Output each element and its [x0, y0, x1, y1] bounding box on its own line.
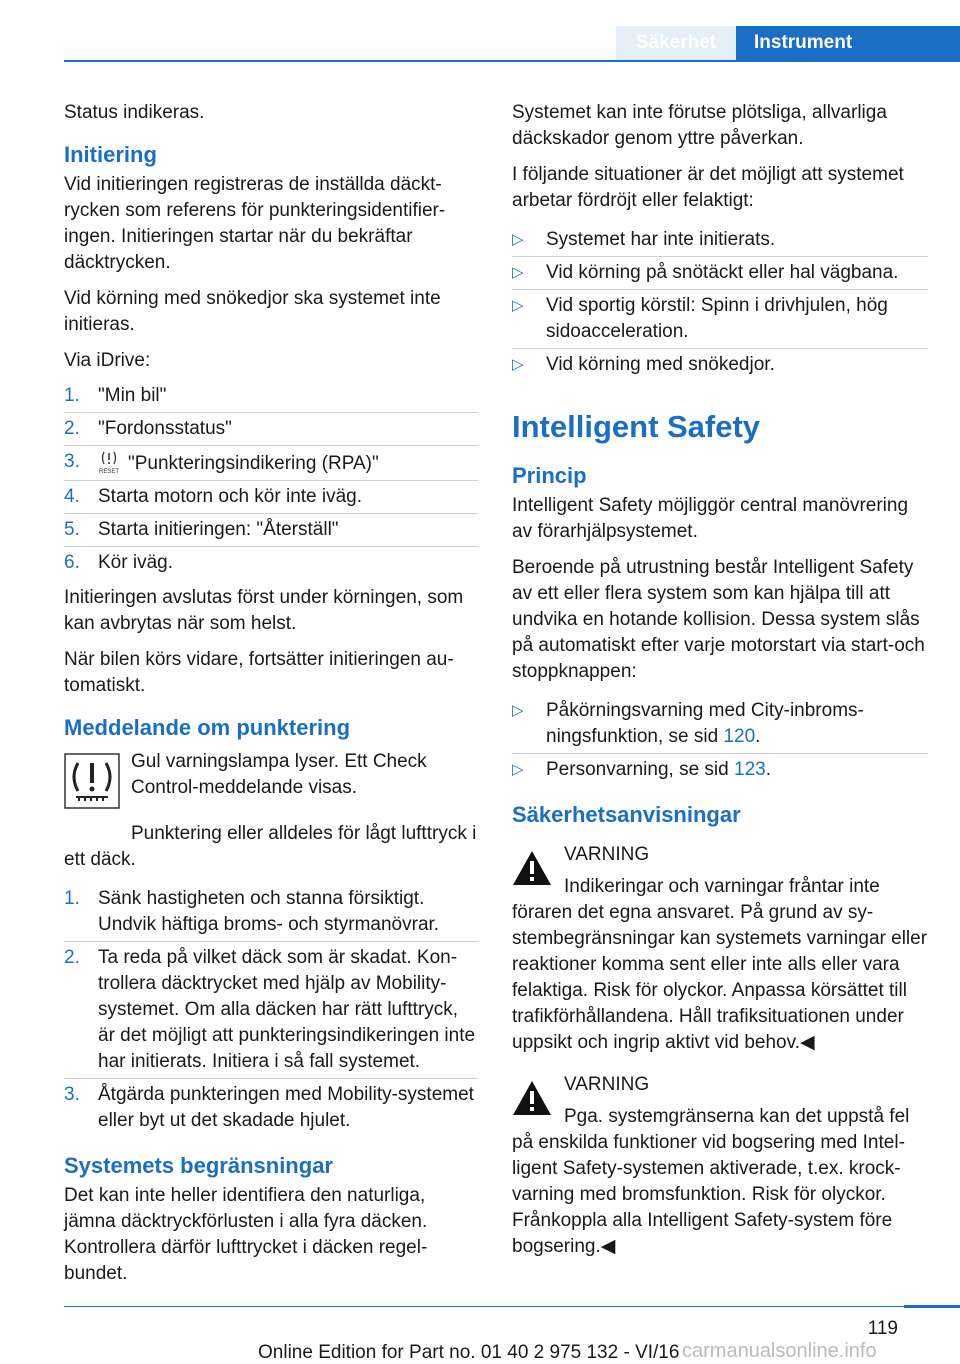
list-item: [512, 754, 928, 786]
list-item: [64, 446, 478, 481]
flat-tire-warning: [64, 749, 478, 829]
list-item: [512, 257, 928, 290]
list-item: [64, 1079, 478, 1137]
page-header: [0, 0, 960, 62]
heading-meddelande: Meddelande om punktering: [64, 715, 351, 740]
list-item: [512, 349, 928, 381]
list-item: [64, 380, 478, 413]
list-item: [512, 290, 928, 349]
heading-initiering: Initiering: [64, 142, 157, 167]
step-number: 6.: [64, 552, 80, 573]
heading-princip: Princip: [512, 463, 587, 488]
svg-text:RESET: RESET: [98, 469, 120, 475]
footer-divider: [64, 1306, 904, 1307]
bullet-triangle-icon: ▷: [512, 264, 524, 281]
step-text: Kör iväg.: [98, 552, 173, 573]
warning-triangle-icon: [512, 850, 552, 886]
step-text: Sänk hastigheten och stanna försiktigt. Undvik häftiga broms- och styrmanövrar.: [98, 888, 440, 935]
tire-pressure-reset-icon: [98, 449, 120, 475]
list-item: [64, 547, 478, 579]
step-number: 5.: [64, 519, 80, 540]
warning-1-text: [512, 874, 928, 1056]
bullet-triangle-icon: ▷: [512, 356, 524, 373]
bullet-triangle-icon: ▷: [512, 761, 524, 778]
bullet-period: .: [765, 759, 771, 780]
puncture-actions-list: [64, 883, 478, 1137]
watermark: carmanualsonline.info: [682, 1340, 877, 1362]
step-number: 2.: [64, 947, 80, 968]
safety-systems-list: [512, 695, 928, 786]
bullet-triangle-icon: ▷: [512, 231, 524, 248]
limitations-paragraph: Det kan inte heller identifiera den naturliga, jämna däcktryckförlusten i alla fyra däcken. Kontrollera därför lufttrycket i däcken regelbundet.: [64, 1185, 428, 1284]
warning-2-body: Pga. systemgränserna kan det uppstå fel på enskilda funktioner vid bogsering med Intelligent Safety-systemen aktiverade, t.ex. krockvarning med bromsfunktion. Risk för olyckor. Frånkoppla alla Intelligent Safety-system före bogsering.◀: [512, 1106, 910, 1257]
principle-paragraph-2: Beroende på utrustning består Intelligent Safety av ett eller flera system som kan hjälpa till att undvika en hotande kollision. Dessa system slås på automatiskt efter varje motorstart via start-och stoppknappen:: [512, 557, 925, 682]
step-number: 3.: [64, 1084, 80, 1105]
bullet-period: .: [755, 726, 761, 747]
bullet-text: Vid körning på snötäckt eller hal vägbana.: [546, 262, 899, 283]
step-text: Ta reda på vilket däck som är skadat. Kontrollera däcktrycket med hjälp av Mobility-systemet. Om alla däcken har rätt lufttryck, är det möjligt att punkteringsindikeringen inte har initierats. Initiera i så fall systemet.: [98, 947, 476, 1072]
init-paragraph-2: Vid körning med snökedjor ska systemet inte initieras.: [64, 288, 441, 335]
list-item: [64, 514, 478, 547]
warning-triangle-icon: [512, 1080, 552, 1116]
warning-block-2: [512, 1072, 928, 1260]
situations-list: [512, 224, 928, 381]
bullet-triangle-icon: ▷: [512, 297, 524, 314]
bullet-triangle-icon: ▷: [512, 702, 524, 719]
warning-block-1: [512, 842, 928, 1056]
step-text: Starta initieringen: "Återställ": [98, 519, 339, 540]
list-item: [64, 481, 478, 514]
after-init-paragraph-2: När bilen körs vidare, fortsätter initieringen automatiskt.: [64, 649, 454, 696]
warning-lamp-text: Gul varningslampa lyser. Ett Check Control-meddelande visas.: [131, 751, 427, 798]
step-number: 4.: [64, 486, 80, 507]
principle-paragraph-1: Intelligent Safety möjliggör central manövrering av förarhjälpsystemet.: [512, 495, 909, 542]
edition-text: Online Edition for Part no. 01 40 2 975 132 - VI/16: [258, 1342, 680, 1363]
list-item: [512, 695, 928, 754]
heading-begransningar: Systemets begränsningar: [64, 1153, 333, 1178]
bullet-text: Vid sportig körstil: Spinn i drivhjulen, hög sidoacceleration.: [546, 295, 888, 342]
page-link-120[interactable]: 120: [723, 726, 756, 747]
list-item: [512, 224, 928, 257]
right-column: [512, 100, 928, 1260]
warning-2-text: [512, 1104, 928, 1260]
section-tab-sakerhet: Säkerhet: [616, 26, 736, 60]
bullet-text: Personvarning, se sid: [546, 759, 734, 780]
situations-paragraph: I följande situationer är det möjligt att systemet arbetar fördröjt eller felaktigt:: [512, 164, 904, 211]
bullet-text: Vid körning med snökedjor.: [546, 354, 775, 375]
limitations-paragraph-2: Systemet kan inte förutse plötsliga, allvarliga däckskador genom yttre påverkan.: [512, 102, 887, 149]
status-paragraph: Status indikeras.: [64, 102, 205, 123]
idrive-steps-list: [64, 380, 478, 579]
warning-cause-span: Punktering eller alldeles för lågt lufttryck i ett däck.: [64, 823, 477, 870]
left-column: [64, 100, 478, 1297]
bullet-text: Påkörningsvarning med City-inbromsningsfunktion, se sid: [546, 700, 864, 747]
list-item: [64, 883, 478, 942]
list-item: [64, 942, 478, 1079]
page-number: 119: [867, 1318, 898, 1339]
step-number: 1.: [64, 888, 80, 909]
step-text: Åtgärda punkteringen med Mobility-systemet eller byt ut det skadade hjulet.: [98, 1084, 474, 1131]
step-text: "Fordonsstatus": [98, 418, 232, 439]
warning-2-title: VARNING: [564, 1074, 650, 1095]
heading-intelligent-safety: Intelligent Safety: [512, 409, 761, 444]
step-text: "Min bil": [98, 385, 167, 406]
tire-warning-lamp-icon: [64, 753, 120, 809]
page-link-123[interactable]: 123: [734, 759, 766, 780]
list-item: [64, 413, 478, 446]
init-paragraph-1: Vid initieringen registreras de inställda däcktrycken som referens för punkteringsidentifieringen. Initieringen startar när du bekräftar däcktrycken.: [64, 174, 446, 273]
bullet-text: Systemet har inte initierats.: [546, 229, 776, 250]
step-number: 1.: [64, 385, 80, 406]
heading-sakerhetsanvisningar: Säkerhetsanvisningar: [512, 802, 741, 827]
warning-1-body: Indikeringar och varningar fråntar inte föraren det egna ansvaret. På grund av systembegränsningar kan systemets varningar eller reaktioner komma sent eller inte alls eller vara felaktiga. Risk för olyckor. Anpassa körsättet till trafikförhållandena. Håll trafiksituationen under uppsikt och ingrip aktivt vid behov.◀: [512, 876, 928, 1053]
step-text: Starta motorn och kör inte iväg.: [98, 486, 363, 507]
step-text: "Punkteringsindikering (RPA)": [128, 453, 379, 474]
step-number: 3.: [64, 451, 80, 472]
header-divider: [64, 60, 960, 62]
step-number: 2.: [64, 418, 80, 439]
warning-1-title: VARNING: [564, 844, 650, 865]
after-init-paragraph-1: Initieringen avslutas först under körningen, som kan avbrytas när som helst.: [64, 587, 464, 634]
via-idrive-paragraph: Via iDrive:: [64, 350, 151, 371]
page-footer: [0, 1300, 960, 1362]
chapter-tab-instrument: Instrument: [736, 26, 960, 60]
footer-divider-accent: [904, 1305, 960, 1308]
